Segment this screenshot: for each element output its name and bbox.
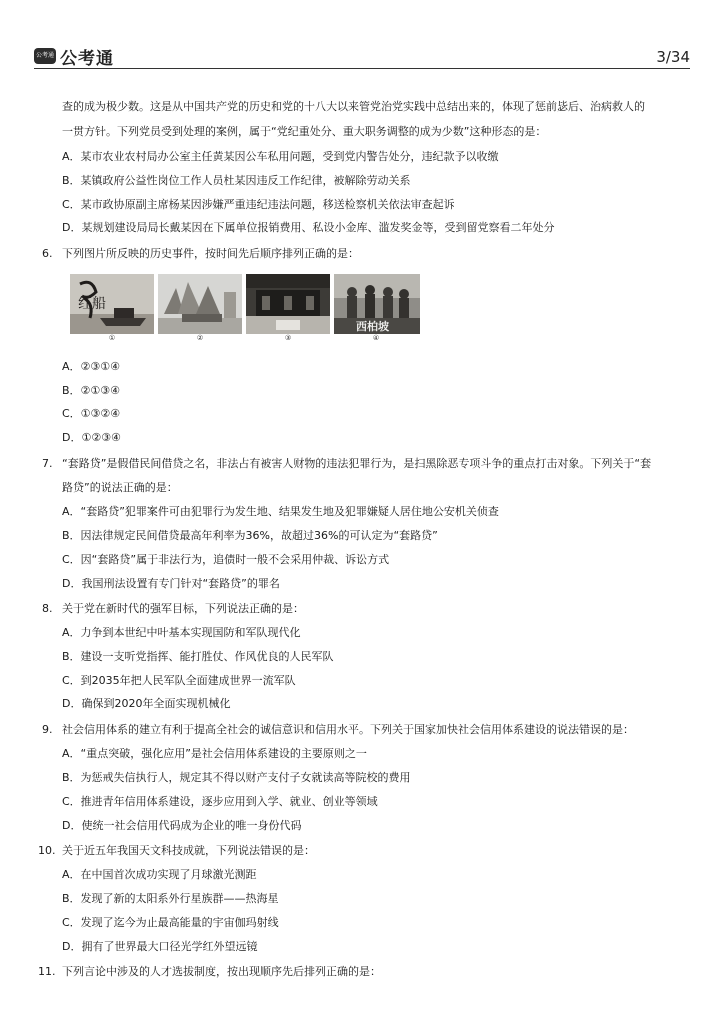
question-7-option-b: B．因法律规定民间借贷最高年利率为36%，故超过36%的可认定为“套路贷” — [62, 529, 438, 542]
question-10-option-a: A．在中国首次成功实现了月球激光测距 — [62, 868, 257, 881]
question-5-option-a: A．某市农业农村局办公室主任黄某因公车私用问题，受到党内警告处分，违纪款予以收缴 — [62, 150, 499, 163]
question-9-option-d: D．使统一社会信用代码成为企业的唯一身份代码 — [62, 819, 302, 832]
header-divider — [34, 68, 690, 69]
question-6-option-d: D．①②③④ — [62, 431, 121, 444]
question-9-number: 9. — [42, 723, 53, 736]
photo-1-caption: ① — [108, 334, 116, 342]
question-10-option-b: B．发现了新的太阳系外行星族群——热海星 — [62, 892, 279, 905]
question-7-stem-line-1: “套路贷”是假借民间借贷之名，非法占有被害人财物的违法犯罪行为，是扫黑除恶专项斗争的重点打击对象。下列关于“套 — [62, 457, 652, 470]
photo-red-boat — [70, 274, 154, 334]
photo-2-caption: ② — [196, 334, 204, 342]
question-10-number: 10. — [38, 844, 56, 857]
logo-text: 公考通 — [60, 48, 114, 69]
photo-4-overlay-text: 西柏坡 — [356, 320, 389, 333]
question-5-option-b: B．某镇政府公益性岗位工作人员杜某因违反工作纪律，被解除劳动关系 — [62, 174, 411, 187]
question-5-option-d: D．某规划建设局局长戴某因在下属单位报销费用、私设小金库、滥发奖金等，受到留党察看二年处分 — [62, 221, 555, 234]
page-header — [34, 44, 690, 68]
photo-xibaipo-statues — [334, 274, 420, 334]
question-5-stem-line-2: 一贯方针。下列党员受到处理的案例，属于“党纪重处分、重大职务调整的成为少数”这种形态的是： — [62, 125, 547, 138]
question-8-option-a: A．力争到本世纪中叶基本实现国防和军队现代化 — [62, 626, 301, 639]
page-number: 3/34 — [656, 48, 690, 66]
photo-monument — [158, 274, 242, 334]
question-7-option-a: A．“套路贷”犯罪案件可由犯罪行为发生地、结果发生地及犯罪嫌疑人居住地公安机关侦查 — [62, 505, 499, 518]
question-10-option-d: D．拥有了世界最大口径光学红外望远镜 — [62, 940, 258, 953]
question-9-option-c: C．推进青年信用体系建设，逐步应用到入学、就业、创业等领域 — [62, 795, 378, 808]
question-10-option-c: C．发现了迄今为止最高能量的宇宙伽玛射线 — [62, 916, 279, 929]
photo-3-caption: ③ — [284, 334, 292, 342]
question-6-option-c: C．①③②④ — [62, 407, 121, 420]
question-6-photos — [70, 274, 389, 342]
question-6-number: 6. — [42, 247, 53, 260]
question-8-stem: 关于党在新时代的强军目标，下列说法正确的是： — [62, 602, 304, 615]
question-8-option-c: C．到2035年把人民军队全面建成世界一流军队 — [62, 674, 296, 687]
question-9-stem: 社会信用体系的建立有利于提高全社会的诚信意识和信用水平。下列关于国家加快社会信用体系建设的说法错误的是： — [62, 723, 634, 736]
photo-1-overlay-text: 红船 — [78, 296, 106, 312]
question-11-stem: 下列言论中涉及的人才选拔制度，按出现顺序先后排列正确的是： — [62, 965, 381, 978]
question-6-option-b: B．②①③④ — [62, 384, 120, 397]
question-6-stem: 下列图片所反映的历史事件，按时间先后顺序排列正确的是： — [62, 247, 359, 260]
question-7-option-d: D．我国刑法设置有专门针对“套路贷”的罪名 — [62, 577, 280, 590]
logo-badge: 公考通 — [34, 48, 56, 64]
photo-4-caption: ④ — [372, 334, 380, 342]
question-5-stem-line-1: 查的成为极少数。这是从中国共产党的历史和党的十八大以来管党治党实践中总结出来的，体现了惩前毖后、治病救人的 — [62, 100, 645, 113]
question-7-option-c: C．因“套路贷”属于非法行为，追债时一般不会采用仲裁、诉讼方式 — [62, 553, 390, 566]
brand-logo — [34, 46, 114, 69]
question-9-option-b: B．为惩戒失信执行人，规定其不得以财产支付子女就读高等院校的费用 — [62, 771, 411, 784]
question-8-option-b: B．建设一支听党指挥、能打胜仗、作风优良的人民军队 — [62, 650, 334, 663]
photo-building — [246, 274, 330, 334]
question-5-option-c: C．某市政协原副主席杨某因涉嫌严重违纪违法问题，移送检察机关依法审查起诉 — [62, 198, 455, 211]
question-9-option-a: A．“重点突破，强化应用”是社会信用体系建设的主要原则之一 — [62, 747, 367, 760]
question-8-number: 8. — [42, 602, 53, 615]
question-11-number: 11. — [38, 965, 56, 978]
question-6-option-a: A．②③①④ — [62, 360, 120, 373]
question-7-stem-line-2: 路贷”的说法正确的是： — [62, 481, 178, 494]
question-10-stem: 关于近五年我国天文科技成就，下列说法错误的是： — [62, 844, 315, 857]
question-8-option-d: D．确保到2020年全面实现机械化 — [62, 697, 231, 710]
question-7-number: 7. — [42, 457, 53, 470]
